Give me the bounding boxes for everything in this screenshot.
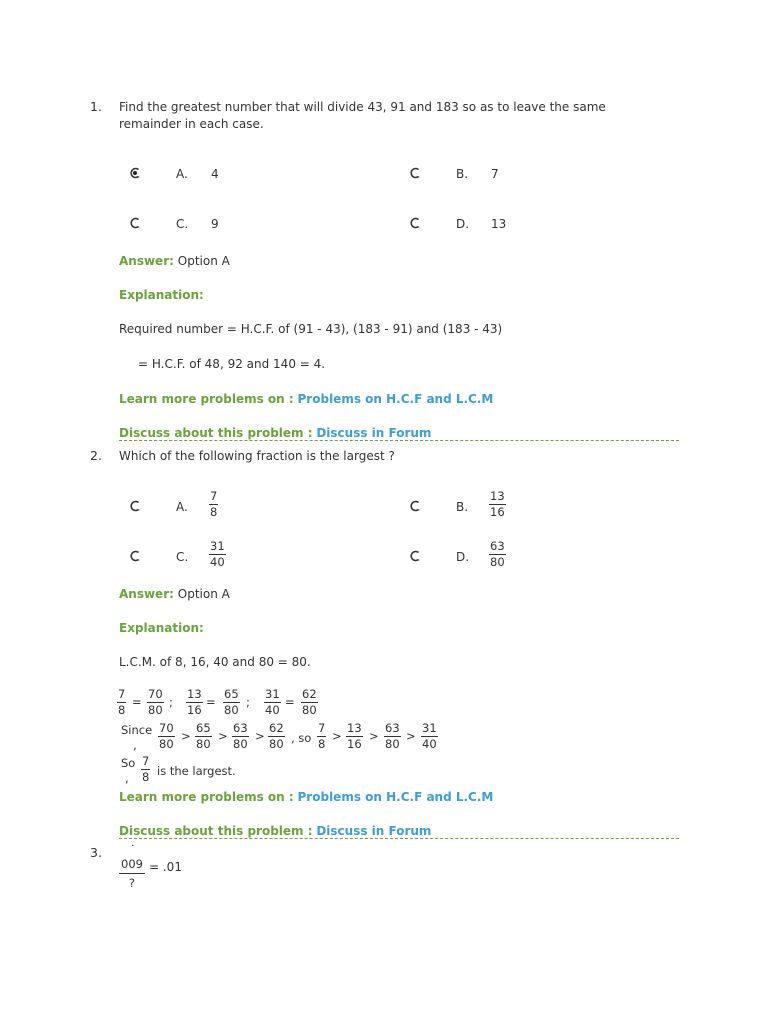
option-radio[interactable] xyxy=(129,217,140,228)
fraction-denominator: 80 xyxy=(148,703,163,717)
option-radio[interactable] xyxy=(129,550,140,561)
option-letter: A. xyxy=(176,500,188,514)
semicolon: ; xyxy=(246,695,250,709)
learn-more-link[interactable]: Problems on H.C.F and L.C.M xyxy=(297,392,494,406)
compare-fraction xyxy=(195,722,212,751)
learn-more xyxy=(119,392,493,406)
question-text: Find the greatest number that will divide 43, 91 and 183 so as to leave the same remainder in each case. xyxy=(119,100,606,131)
fraction-numerator: 7 xyxy=(210,489,218,503)
fraction-numerator: 63 xyxy=(490,539,505,553)
equiv-fraction xyxy=(186,688,203,717)
question-fraction xyxy=(119,858,145,890)
fraction-numerator: 13 xyxy=(490,489,505,503)
compare-fraction xyxy=(421,722,438,751)
question-number: 3. xyxy=(90,845,102,860)
fraction-numerator: 7 xyxy=(318,721,326,735)
option-letter: C. xyxy=(176,550,189,564)
fraction-numerator: 65 xyxy=(224,687,239,701)
fraction-denominator: 80 xyxy=(490,555,505,569)
fraction-denominator: 16 xyxy=(490,505,505,519)
so-label: So xyxy=(121,756,136,770)
explanation-line: L.C.M. of 8, 16, 40 and 80 = 80. xyxy=(119,655,311,669)
learn-more-label: Learn more problems on : xyxy=(119,392,294,406)
greater-than: > xyxy=(218,729,228,743)
fraction-denominator: 16 xyxy=(347,737,362,751)
fraction-numerator: 31 xyxy=(210,539,225,553)
option-radio[interactable] xyxy=(409,167,420,178)
option-radio[interactable] xyxy=(409,500,420,511)
answer-value: Option A xyxy=(177,254,230,268)
option-letter: C. xyxy=(176,217,189,231)
answer-label: Answer: xyxy=(119,587,174,601)
fraction-numerator: 7 xyxy=(118,687,126,701)
fraction-numerator: 009 xyxy=(119,858,145,874)
equiv-fraction xyxy=(264,688,281,717)
question-rhs: = .01 xyxy=(149,860,182,874)
fraction-numerator: 70 xyxy=(148,687,163,701)
compare-fraction xyxy=(232,722,249,751)
option-letter: A. xyxy=(176,167,188,181)
option-value: 7 xyxy=(491,167,499,181)
fraction-numerator: 31 xyxy=(265,687,280,701)
separator xyxy=(119,440,679,441)
option-letter: D. xyxy=(456,550,470,564)
recurring-dot: . xyxy=(131,836,135,849)
option-letter: B. xyxy=(456,500,469,514)
equiv-fraction xyxy=(147,688,164,717)
fraction-denominator: 8 xyxy=(142,770,150,784)
option-radio[interactable] xyxy=(409,550,420,561)
question-text: Which of the following fraction is the largest ? xyxy=(119,449,395,463)
option-value: 13 xyxy=(491,217,507,231)
fraction-denominator: 80 xyxy=(196,737,211,751)
equiv-fraction xyxy=(117,688,126,717)
question-number: 1. xyxy=(90,99,102,114)
equals-sign: = xyxy=(206,695,216,709)
option-letter: B. xyxy=(456,167,469,181)
option-radio[interactable] xyxy=(129,167,140,178)
comma: , xyxy=(125,771,129,785)
compare-fraction xyxy=(317,722,326,751)
fraction-denominator: 40 xyxy=(210,555,225,569)
since-label: Since xyxy=(121,723,153,737)
equals-sign: = xyxy=(132,695,142,709)
fraction-denominator: 8 xyxy=(318,737,326,751)
fraction-denominator: 80 xyxy=(224,703,239,717)
learn-more xyxy=(119,790,493,804)
fraction-numerator: 31 xyxy=(422,721,437,735)
option-radio[interactable] xyxy=(129,500,140,511)
fraction-denominator: 80 xyxy=(385,737,400,751)
explanation-line: = H.C.F. of 48, 92 and 140 = 4. xyxy=(138,357,326,371)
fraction-numerator: 13 xyxy=(347,721,362,735)
learn-more-label: Learn more problems on : xyxy=(119,790,294,804)
fraction-denominator: 80 xyxy=(233,737,248,751)
fraction-denominator: 80 xyxy=(302,703,317,717)
greater-than: > xyxy=(406,729,416,743)
comma: , xyxy=(133,738,137,752)
compare-fraction xyxy=(268,722,285,751)
fraction-denominator: 40 xyxy=(265,703,280,717)
fraction-denominator: 16 xyxy=(187,703,202,717)
separator xyxy=(119,838,679,839)
explanation-label: Explanation: xyxy=(119,621,204,635)
option-value: 4 xyxy=(211,167,219,181)
discuss-label: Discuss about this problem : xyxy=(119,824,313,838)
fraction-numerator: 63 xyxy=(385,721,400,735)
question-number: 2. xyxy=(90,448,102,463)
fraction-denominator: 80 xyxy=(269,737,284,751)
option-fraction xyxy=(209,490,218,519)
fraction-numerator: 62 xyxy=(269,721,284,735)
option-letter: D. xyxy=(456,217,470,231)
option-fraction xyxy=(489,490,506,519)
fraction-denominator: ? xyxy=(128,876,136,890)
learn-more-link[interactable]: Problems on H.C.F and L.C.M xyxy=(297,790,494,804)
compare-fraction xyxy=(158,722,175,751)
explanation-line: Required number = H.C.F. of (91 - 43), (183 - 91) and (183 - 43) xyxy=(119,322,503,336)
discuss-link[interactable]: Discuss in Forum xyxy=(316,824,432,838)
equiv-fraction xyxy=(301,688,318,717)
answer-value: Option A xyxy=(177,587,230,601)
option-fraction xyxy=(489,540,506,569)
discuss-link[interactable]: Discuss in Forum xyxy=(316,426,432,440)
explanation-label: Explanation: xyxy=(119,288,204,302)
discuss-line xyxy=(119,426,431,440)
equals-sign: = xyxy=(285,695,295,709)
discuss-label: Discuss about this problem : xyxy=(119,426,313,440)
fraction-numerator: 63 xyxy=(233,721,248,735)
result-fraction xyxy=(141,755,150,784)
semicolon: ; xyxy=(169,695,173,709)
discuss-line xyxy=(119,824,431,838)
fraction-denominator: 8 xyxy=(118,703,126,717)
fraction-denominator: 80 xyxy=(159,737,174,751)
fraction-numerator: 13 xyxy=(187,687,202,701)
conclusion-text: is the largest. xyxy=(157,764,236,778)
answer-line xyxy=(119,254,230,268)
fraction-numerator: 7 xyxy=(142,754,150,768)
greater-than: > xyxy=(369,729,379,743)
greater-than: > xyxy=(181,729,191,743)
option-radio[interactable] xyxy=(409,217,420,228)
option-value: 9 xyxy=(211,217,219,231)
fraction-denominator: 40 xyxy=(422,737,437,751)
fraction-numerator: 70 xyxy=(159,721,174,735)
answer-line xyxy=(119,587,230,601)
option-fraction xyxy=(209,540,226,569)
answer-label: Answer: xyxy=(119,254,174,268)
greater-than: > xyxy=(255,729,265,743)
compare-fraction xyxy=(384,722,401,751)
fraction-denominator: 8 xyxy=(210,505,218,519)
fraction-numerator: 65 xyxy=(196,721,211,735)
fraction-numerator: 62 xyxy=(302,687,317,701)
greater-than: > xyxy=(332,729,342,743)
so-label: , so xyxy=(291,731,312,745)
compare-fraction xyxy=(346,722,363,751)
equiv-fraction xyxy=(223,688,240,717)
